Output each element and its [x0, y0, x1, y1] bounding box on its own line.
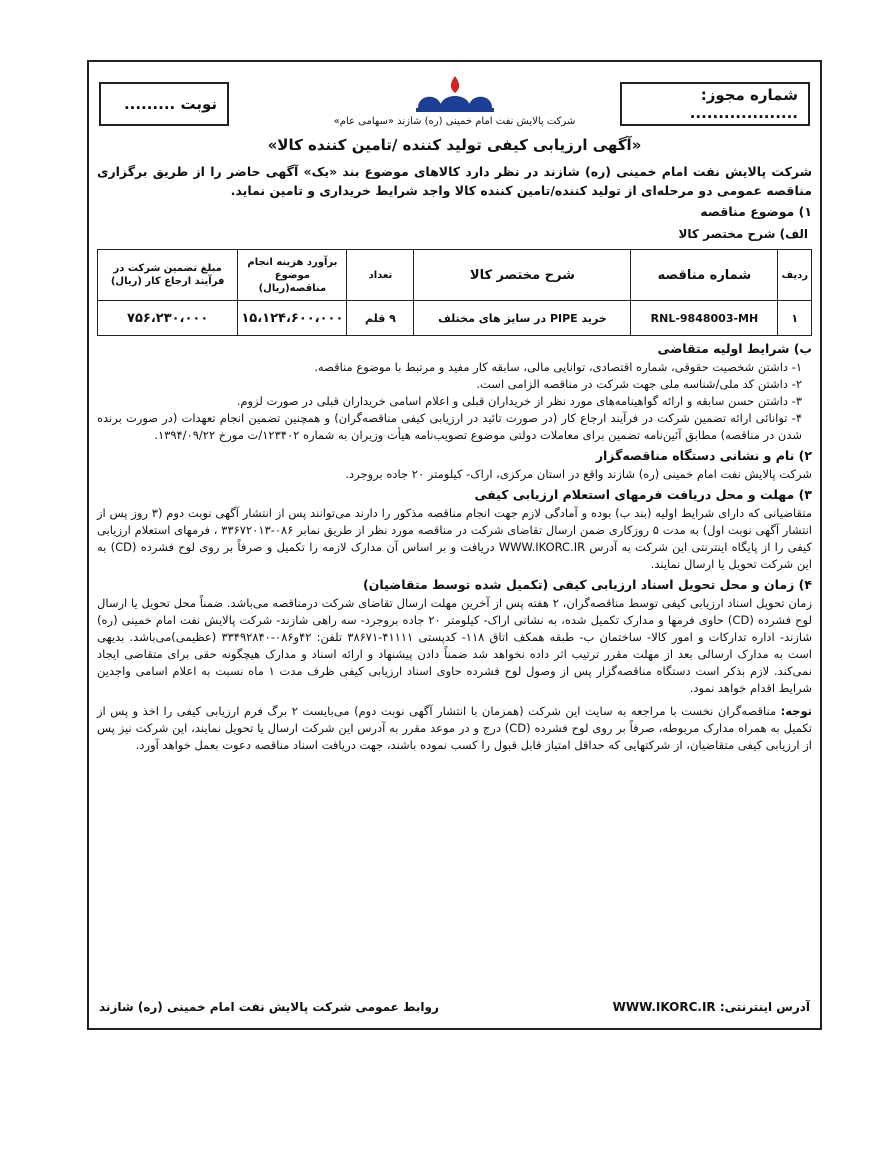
turn-label: نوبت .........	[123, 95, 217, 113]
cell-guarantee: ۷۵۶،۲۳۰،۰۰۰	[98, 301, 238, 336]
col-description: شرح مختصر کالا	[414, 250, 631, 301]
note-paragraph	[97, 703, 812, 754]
section-1-heading: ۱) موضوع مناقصه	[700, 204, 812, 219]
col-guarantee: مبلغ تضمین شرکت در فرآیند ارجاع کار (ریال)	[98, 250, 238, 301]
col-quantity: تعداد	[347, 250, 414, 301]
notice-body	[97, 162, 812, 754]
note-text: مناقصه‌گران نخست با مراجعه به سایت این شرکت (همزمان با انتشار آگهی نوبت دوم) می‌بایست ۲ برگ فرم ارزیابی کیفی را اخذ و پس از تکمیل به همراه مدارک مربوطه، صرفاً بر روی لوح فشرده (CD) درج و در موعد مقرر به آدرس این شرکت ارسال یا تحویل نمایند، این شرکت نیز پس از ارزیابی کیفی متقاضیان، از شرکتهایی که حداقل امتیاز قابل قبول را کسب نموده باشند، جهت دریافت اسناد مناقصه دعوت بعمل خواهد آورد.	[97, 704, 812, 752]
col-estimate: برآورد هزینه انجام موضوع مناقصه(ریال)	[238, 250, 347, 301]
section-2-heading: ۲) نام و نشانی دستگاه مناقصه‌گزار	[595, 448, 812, 463]
website-label: آدرس اینترنتی:	[719, 1000, 810, 1014]
notice-title: «آگهی ارزیابی کیفی تولید کننده /تامین کننده کالا»	[267, 136, 642, 154]
footer	[99, 1000, 810, 1014]
note-label: توجه:	[780, 704, 812, 718]
condition-item-3: ۳- داشتن حسن سابقه و ارائه گواهینامه‌های مورد نظر از خریداران قبلی و اعلام اسامی خریداران قبلی در صورت لزوم.	[236, 394, 802, 408]
section-b-heading: ب) شرایط اولیه متقاضی	[657, 341, 812, 356]
cell-row: ۱	[778, 301, 812, 336]
turn-box	[99, 82, 229, 126]
condition-item-4: ۴- توانائی ارائه تضمین شرکت در فرآیند ارجاع کار (در صورت تائید در ارزیابی کیفی مناقصه‌گران) و همچنین تضمین انجام تعهدات (در صورت برنده شدن در مناقصه) مطابق آئین‌نامه تضمین برای معاملات دولتی موضوع تصویب‌نامه هیأت وزیران به شماره ۱۲۳۴۰۲/ت مورخ ۱۳۹۴/۰۹/۲۲.	[97, 411, 802, 442]
cell-tender-no: RNL-9848003-MH	[631, 301, 778, 336]
table-header-row	[98, 250, 812, 301]
col-row: ردیف	[778, 250, 812, 301]
refinery-logo-icon	[410, 74, 500, 114]
tender-notice	[87, 60, 822, 1030]
footer-website	[613, 1000, 810, 1014]
section-2-text: شرکت پالایش نفت امام خمینی (ره) شازند واقع در استان مرکزی، اراک- کیلومتر ۲۰ جاده بروجرد.	[345, 467, 812, 481]
section-3-text: متقاضیانی که دارای شرایط اولیه (بند ب) بوده و آمادگی لازم جهت انجام مناقصه مذکور را دارند می‌توانند پس از انتشار آگهی نوبت دوم (۳ روز پس از انتشار آگهی نوبت اول) به مدت ۵ روزکاری ضمن ارسال تقاضای شرکت در مناقصه مورد نظر از طریق نمابر ۰۸۶-۳۳۶۷۲۰۱۳ ، فرمهای استعلام ارزیابی کیفی را از پایگاه اینترنتی این شرکت به آدرس WWW.IKORC.IR دریافت و بر اساس آن مدارک لازمه را تکمیل و صرفاً بر روی لوح فشرده (CD) به این شرکت تحویل یا ارسال نمایند.	[97, 506, 812, 571]
company-name-under-logo: شرکت پالایش نفت امام خمینی (ره) شازند «سهامی عام»	[333, 116, 576, 127]
cell-description: خرید PIPE در سایز های مختلف	[414, 301, 631, 336]
footer-signature: روابط عمومی شرکت پالایش نفت امام خمینی (ره) شازند	[99, 1000, 439, 1014]
section-1-subheading: الف) شرح مختصر کالا	[678, 227, 808, 241]
condition-item-1: ۱- داشتن شخصیت حقوقی، شماره اقتصادی، توانایی مالی، سابقه کار مفید و مرتبط با موضوع مناقصه.	[314, 360, 802, 374]
company-logo	[325, 74, 585, 127]
goods-table	[97, 249, 812, 336]
permit-number-label: شماره مجوز: ...................	[689, 86, 798, 122]
intro-paragraph: شرکت پالایش نفت امام خمینی (ره) شازند در نظر دارد کالاهای موضوع بند «یک» آگهی حاضر را از طریق برگزاری مناقصه عمومی دو مرحله‌ای از تولید کننده/تامین کننده کالا واجد شرایط خریداری و تامین نماید.	[97, 164, 812, 198]
permit-number-box	[620, 82, 810, 126]
table-row	[98, 301, 812, 336]
cell-quantity: ۹ قلم	[347, 301, 414, 336]
section-4-heading: ۴) زمان و محل تحویل اسناد ارزیابی کیفی (تکمیل شده توسط متقاضیان)	[363, 577, 812, 592]
website-link[interactable]: WWW.IKORC.IR	[612, 1000, 716, 1014]
condition-item-2: ۲- داشتن کد ملی/شناسه ملی جهت شرکت در مناقصه الزامی است.	[476, 377, 802, 391]
section-4-text: زمان تحویل اسناد ارزیابی کیفی توسط مناقصه‌گران، ۲ هفته پس از آخرین مهلت ارسال تقاضای شرکت درمناقصه می‌باشد. ضمناً محل تحویل یا ارسال لوح فشرده (CD) حاوی فرمها و مدارک تکمیل شده، به نشانی اراک- کیلومتر ۲۰ جاده بروجرد- سه راهی شازند- شرکت پالایش نفت امام خمینی (ره) شازند- اداره تدارکات و امور کالا- ساختمان ب- طبقه همکف اتاق ۱۱۸- کدپستی ۴۱۱۱۱-۳۸۶۷۱ تلفن: ۴۲و۰۸۶-۳۳۴۹۲۸۴۰ (عظیمی)می‌باشد. بدیهی است به مدارک ارسالی بعد از مهلت مقرر ترتیب اثر داده نخواهد شد ضمناً دادن پیشنهاد و ارائه اسناد و مدارک هیچگونه حقی برای متقاضی ایجاد نمی‌کند. لازم بذکر است دستگاه مناقصه‌گزار پس از وصول لوح فشرده حاوی اسناد ارزیابی کیفی ظرف مدت ۱ ماه نسبت به اعلام اسامی واجدین شرایط اقدام خواهد نمود.	[97, 596, 813, 695]
cell-estimate: ۱۵،۱۲۴،۶۰۰،۰۰۰	[238, 301, 347, 336]
section-3-heading: ۳) مهلت و محل دریافت فرمهای استعلام ارزیابی کیفی	[474, 487, 812, 502]
col-tender-no: شماره مناقصه	[631, 250, 778, 301]
